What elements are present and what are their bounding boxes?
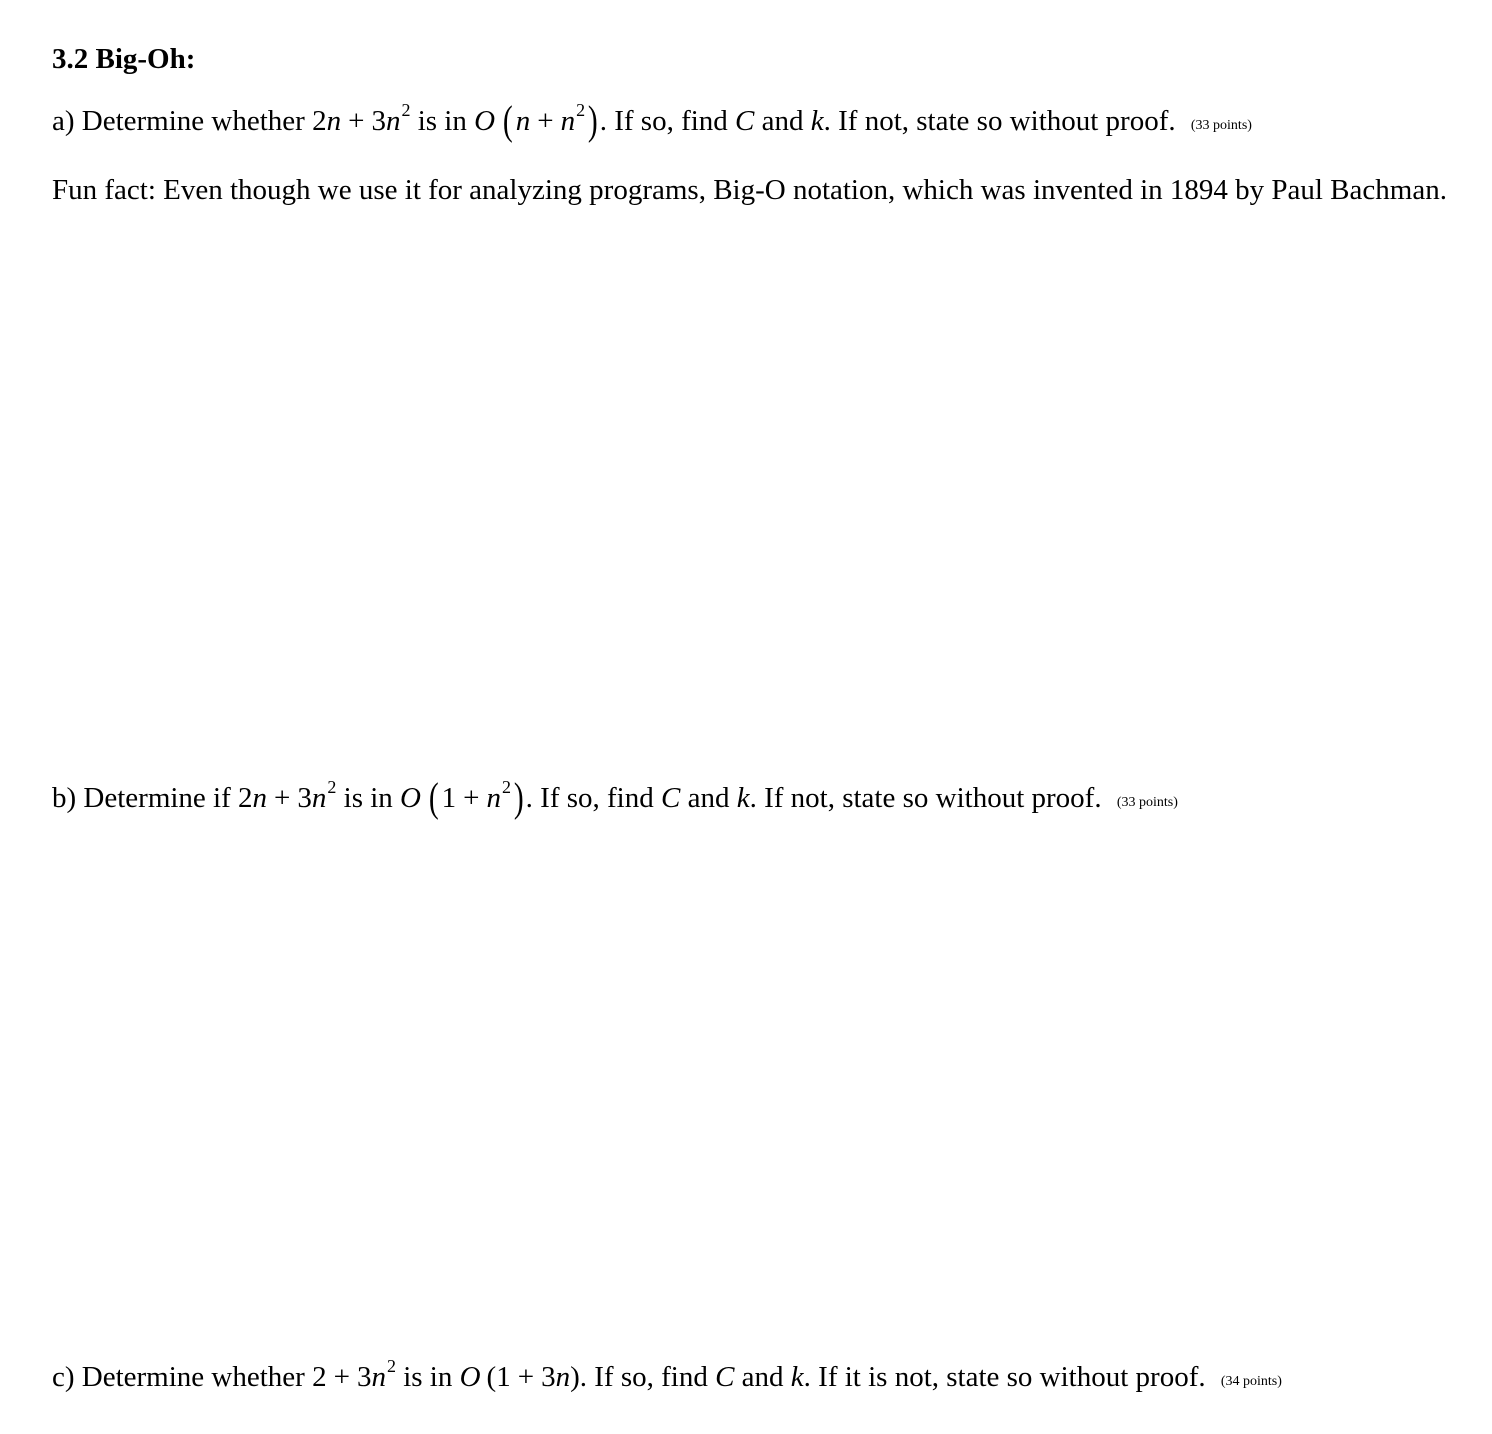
fun-fact: Fun fact: Even though we use it for analyzing programs, Big-O notation, which was invented in 1894 by Paul Bachman. [52,174,1447,206]
question-b-expression: $2n + 3n^2$ [238,777,337,814]
question-a-after: . If so, find [599,105,728,137]
question-c [52,1358,1282,1401]
question-b-lead: Determine if [83,782,231,814]
question-c-var-c: C [715,1361,735,1393]
question-c-tail: . If it is not, state so without proof. [803,1361,1206,1393]
question-a-points: (33 points) [1190,118,1252,133]
section-title: 3.2 Big-Oh: [52,43,196,75]
question-c-and: and [741,1361,784,1393]
question-a-var-c: C [735,105,755,137]
question-a-expression: $2n + 3n^2$ [312,100,411,137]
question-c-var-k: k [790,1361,804,1393]
question-a-in-text: is in [417,105,467,137]
question-c-after: . If so, find [579,1361,708,1393]
question-a-bound: O ( $n + n^2$) [474,97,598,143]
question-b-points: (33 points) [1116,795,1178,810]
question-b-in-text: is in [343,782,393,814]
question-a-label: a) [52,105,75,137]
question-b [52,774,1178,822]
question-a-and: and [761,105,804,137]
question-a-tail: . If not, state so without proof. [823,105,1176,137]
question-c-expression: $2 + 3n^2$ [312,1356,396,1393]
question-b-var-c: C [661,782,681,814]
question-b-var-k: k [736,782,750,814]
question-a [52,97,1252,145]
question-c-points: (34 points) [1220,1374,1282,1389]
question-a-lead: Determine whether [81,105,305,137]
question-b-after: . If so, find [525,782,654,814]
question-c-lead: Determine whether [81,1361,305,1393]
question-c-in-text: is in [403,1361,453,1393]
question-b-tail: . If not, state so without proof. [749,782,1102,814]
question-a-var-k: k [810,105,824,137]
question-b-bound: O ( $1 + n^2$) [400,774,524,820]
question-b-label: b) [52,782,77,814]
question-c-bound: O (1 + 3n) [459,1361,580,1393]
question-b-and: and [687,782,730,814]
question-c-label: c) [52,1361,75,1393]
